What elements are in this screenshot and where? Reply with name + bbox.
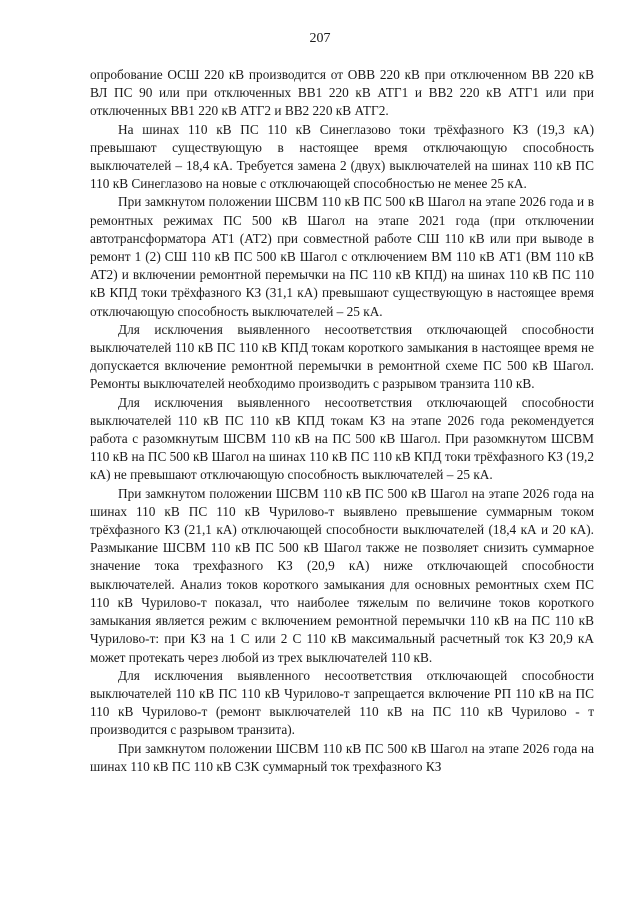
paragraph-7: Для исключения выявленного несоответствия отключающей способности выключателей 110 кВ ПС 110 кВ Чурилово-т запрещается включение РП 110 кВ на ПС 110 кВ Чурилово-т (ремонт выключателей 110 кВ на ПС 110 кВ Чурилово - т производится с разрывом транзита). (90, 667, 594, 738)
paragraph-4: Для исключения выявленного несоответствия отключающей способности выключателей 110 кВ ПС 110 кВ КПД токам короткого замыкания в настоящее время не допускается включение ремонтной перемычки в ремонтной схеме ПС 500 кВ Шагол. Ремонты выключателей необходимо производить с разрывом транзита 110 кВ. (90, 321, 594, 392)
paragraph-2: На шинах 110 кВ ПС 110 кВ Синеглазово токи трёхфазного КЗ (19,3 кА) превышают существующую в настоящее время отключающую способность выключателей – 18,4 кА. Требуется замена 2 (двух) выключателей на шинах 110 кВ ПС 110 кВ Синеглазово на новые с отключающей способностью не менее 25 кА. (90, 121, 594, 192)
paragraph-5: Для исключения выявленного несоответствия отключающей способности выключателей 110 кВ ПС 110 кВ КПД токам КЗ на этапе 2026 года рекомендуется работа с разомкнутым ШСВМ 110 кВ на ПС 500 кВ Шагол. При разомкнутом ШСВМ 110 кВ на ПС 500 кВ Шагол на шинах 110 кВ ПС 110 кВ КПД токи трёхфазного КЗ (19,2 кА) не превышают отключающую способность выключателей – 25 кА. (90, 394, 594, 483)
paragraph-6: При замкнутом положении ШСВМ 110 кВ ПС 500 кВ Шагол на этапе 2026 года на шинах 110 кВ ПС 110 кВ Чурилово-т выявлено превышение суммарным током трёхфазного КЗ (21,1 кА) отключающей способности выключателей (18,4 кА и 20 кА). Размыкание ШСВМ 110 кВ ПС 500 кВ Шагол также не позволяет снизить суммарное значение тока трехфазного КЗ (20,9 кА) ниже отключающей способности выключателей. Анализ токов короткого замыкания для основных ремонтных схем ПС 110 кВ Чурилово-т показал, что наиболее тяжелым по величине токов короткого замыкания является режим с включением ремонтной перемычки 110 кВ на ПС 110 кВ Чурилово-т: при КЗ на 1 С или 2 С 110 кВ максимальный расчетный ток КЗ 20,9 кА может протекать через любой из трех выключателей 110 кВ. (90, 485, 594, 665)
paragraph-8: При замкнутом положении ШСВМ 110 кВ ПС 500 кВ Шагол на этапе 2026 года на шинах 110 кВ ПС 110 кВ СЗК суммарный ток трехфазного КЗ (90, 740, 594, 774)
page-number: 207 (309, 31, 331, 46)
paragraph-3: При замкнутом положении ШСВМ 110 кВ ПС 500 кВ Шагол на этапе 2026 года и в ремонтных режимах ПС 500 кВ Шагол на этапе 2021 года (при отключении автотрансформатора АТ1 (АТ2) при совместной работе СШ 110 кВ или при выводе в ремонт 1 (2) СШ 110 кВ ПС 500 кВ Шагол с отключением ВМ 110 кВ АТ1 (ВМ 110 кВ АТ2) и включении ремонтной перемычки на ПС 110 кВ КПД) на шинах 110 кВ ПС 110 кВ КПД токи трёхфазного КЗ (31,1 кА) превышают существующую в настоящее время отключающую способность выключателей – 25 кА. (90, 194, 594, 319)
paragraph-1: опробование ОСШ 220 кВ производится от ОВВ 220 кВ при отключенном ВВ 220 кВ ВЛ ПС 90 или при отключенных ВВ1 220 кВ АТГ1 и ВВ2 220 кВ АТГ1 или при отключенных ВВ1 220 кВ АТГ2 и ВВ2 220 кВ АТГ2. (90, 67, 594, 119)
document-body (90, 66, 594, 776)
